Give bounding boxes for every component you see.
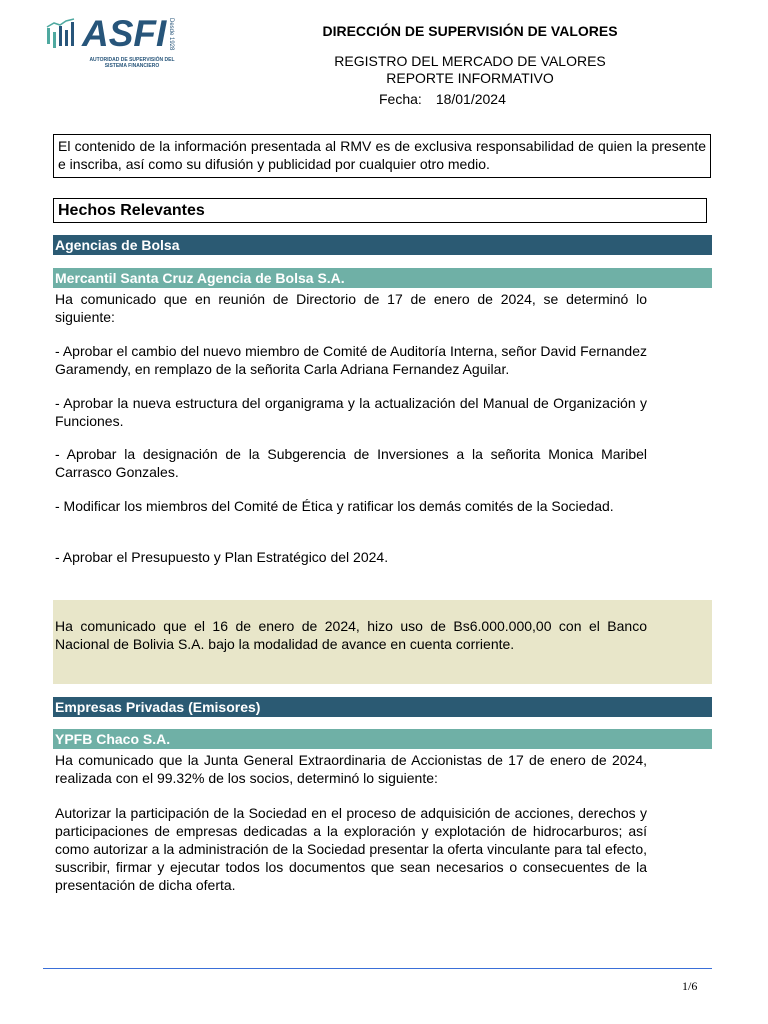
page-number: 1/6 bbox=[682, 979, 698, 993]
footer-rule bbox=[43, 968, 712, 969]
mercantil-paragraph: - Modificar los miembros del Comité de Ética y ratificar los demás comités de la Sociedad. bbox=[55, 498, 614, 514]
header-line-2: REPORTE INFORMATIVO bbox=[386, 70, 554, 86]
bar-chart-logo-icon bbox=[46, 18, 80, 52]
mercantil-paragraph: - Aprobar la nueva estructura del organigrama y la actualización del Manual de Organización y Funciones. bbox=[55, 395, 647, 429]
category-bar-empresas: Empresas Privadas (Emisores) bbox=[53, 697, 712, 717]
date-value: 18/01/2024 bbox=[435, 91, 506, 107]
section-title: Hechos Relevantes bbox=[53, 198, 707, 223]
asfi-logo bbox=[46, 13, 186, 74]
date-label: Fecha: bbox=[379, 91, 422, 107]
logo-brand: ASFI bbox=[82, 13, 167, 54]
mercantil-paragraph: - Aprobar la designación de la Subgerencia de Inversiones a la señorita Monica Maribel Carrasco Gonzales. bbox=[55, 446, 647, 480]
category-bar-agencias: Agencias de Bolsa bbox=[53, 235, 712, 255]
logo-vertical-text: Desde 1928 bbox=[168, 18, 174, 51]
disclaimer-box: El contenido de la información presentada al RMV es de exclusiva responsabilidad de quien la presente e inscriba, así como su difusión y publicidad por cualquier otro medio. bbox=[53, 134, 711, 178]
logo-subtitle: AUTORIDAD DE SUPERVISIÓN DEL SISTEMA FINANCIERO bbox=[89, 57, 175, 69]
entity-bar-mercantil: Mercantil Santa Cruz Agencia de Bolsa S.A. bbox=[53, 268, 712, 288]
report-date bbox=[379, 91, 506, 107]
ypfb-paragraph: Ha comunicado que la Junta General Extraordinaria de Accionistas de 17 de enero de 2024, realizada con el 99.32% de los socios, determinó lo siguiente: bbox=[55, 752, 647, 786]
header-title: DIRECCIÓN DE SUPERVISIÓN DE VALORES bbox=[322, 23, 618, 39]
header-line-1: REGISTRO DEL MERCADO DE VALORES bbox=[334, 53, 606, 69]
mercantil-paragraph: - Aprobar el Presupuesto y Plan Estratégico del 2024. bbox=[55, 549, 389, 565]
mercantil-paragraph: - Aprobar el cambio del nuevo miembro de Comité de Auditoría Interna, señor David Fernandez Garamendy, en remplazo de la señorita Carla Adriana Fernandez Aguilar. bbox=[55, 343, 647, 377]
highlight-paragraph: Ha comunicado que el 16 de enero de 2024, hizo uso de Bs6.000.000,00 con el Banco Nacional de Bolivia S.A. bajo la modalidad de avance en cuenta corriente. bbox=[55, 618, 647, 652]
entity-bar-ypfb: YPFB Chaco S.A. bbox=[53, 729, 712, 749]
mercantil-paragraph: Ha comunicado que en reunión de Directorio de 17 de enero de 2024, se determinó lo siguiente: bbox=[55, 291, 647, 325]
ypfb-paragraph: Autorizar la participación de la Sociedad en el proceso de adquisición de acciones, derechos y participaciones de empresas dedicadas a la exploración y explotación de hidrocarburos; así como autorizar a la administración de la Sociedad presentar la oferta vinculante para tal efecto, suscribir, firmar y ejecutar todos los documentos que sean necesarios o consecuentes de la presentación de dicha oferta. bbox=[55, 805, 647, 893]
